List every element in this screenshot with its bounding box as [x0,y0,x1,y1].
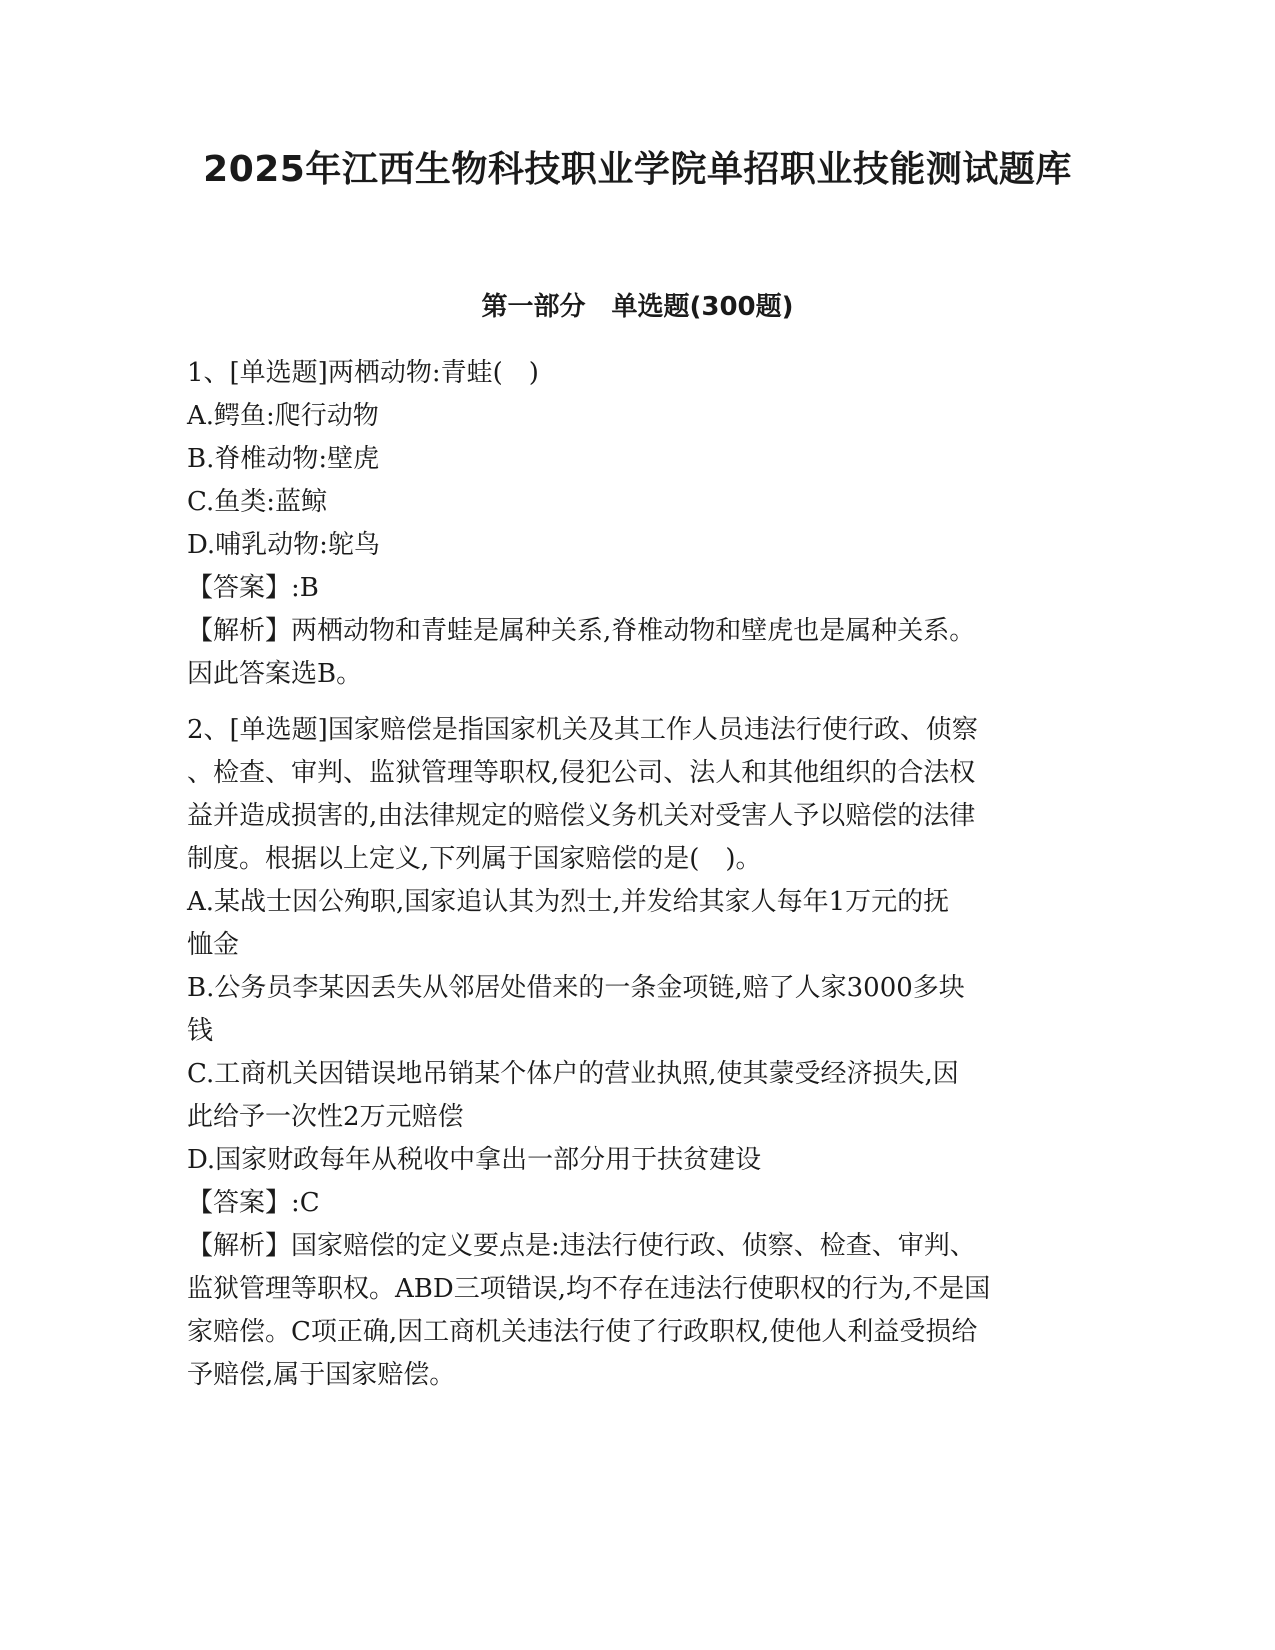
option-a-continued: 恤金 [187,930,240,960]
section-title: 第一部分 单选题(300题) [481,292,794,322]
question-spacer [187,696,1087,709]
option-b-continued: 钱 [187,1016,214,1046]
option-a: A.鳄鱼:爬行动物 [187,401,379,431]
option-d: D.哺乳动物:鸵鸟 [187,530,380,560]
answer-line: 【答案】:C [187,1188,320,1218]
option-c-continued: 此给予一次性2万元赔偿 [187,1102,464,1132]
analysis-line: 【解析】两栖动物和青蛙是属种关系,脊椎动物和壁虎也是属种关系。 [187,616,976,646]
analysis-line: 予赔偿,属于国家赔偿。 [187,1360,456,1390]
question-list [187,352,1087,1397]
option-a: A.某战士因公殉职,国家追认其为烈士,并发给其家人每年1万元的抚 [187,887,950,917]
answer-line: 【答案】:B [187,573,319,603]
question-stem-line: 1、[单选题]两栖动物:青蛙( ) [187,358,539,388]
question-stem-line: 益并造成损害的,由法律规定的赔偿义务机关对受害人予以赔偿的法律 [187,801,976,831]
document-title: 2025年江西生物科技职业学院单招职业技能测试题库 [203,149,1072,190]
question-2 [187,709,1087,1397]
option-b: B.脊椎动物:壁虎 [187,444,380,474]
analysis-line: 【解析】国家赔偿的定义要点是:违法行使行政、侦察、检查、审判、 [187,1231,976,1261]
analysis-line: 监狱管理等职权。ABD三项错误,均不存在违法行使职权的行为,不是国 [187,1274,991,1304]
analysis-line: 因此答案选B。 [187,659,363,689]
question-stem-line: 、检查、审判、监狱管理等职权,侵犯公司、法人和其他组织的合法权 [187,758,976,788]
question-stem-line: 制度。根据以上定义,下列属于国家赔偿的是( )。 [187,844,762,874]
question-1 [187,352,1087,696]
question-stem-line: 2、[单选题]国家赔偿是指国家机关及其工作人员违法行使行政、侦察 [187,715,978,745]
option-c: C.鱼类:蓝鲸 [187,487,327,517]
option-c: C.工商机关因错误地吊销某个体户的营业执照,使其蒙受经济损失,因 [187,1059,959,1089]
option-b: B.公务员李某因丢失从邻居处借来的一条金项链,赔了人家3000多块 [187,973,965,1003]
analysis-line: 家赔偿。C项正确,因工商机关违法行使了行政职权,使他人利益受损给 [187,1317,978,1347]
option-d: D.国家财政每年从税收中拿出一部分用于扶贫建设 [187,1145,762,1175]
